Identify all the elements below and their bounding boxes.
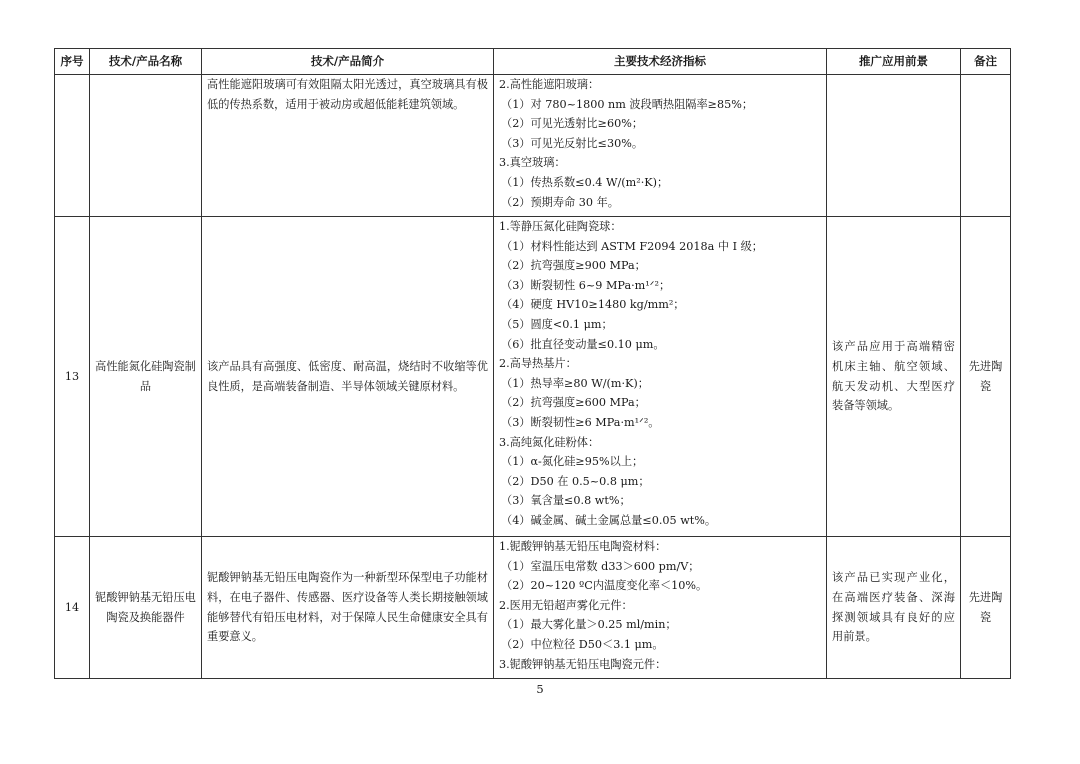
- row-application-prospect: 该产品已实现产业化，在高端医疗装备、深海探测领域具有良好的应用前景。: [827, 537, 961, 679]
- row-key-indicators: [494, 537, 827, 679]
- indicator-line: （3）断裂韧性≥6 MPa·m¹ᐟ²。: [501, 415, 660, 429]
- indicator-line: 1.铌酸钾钠基无铅压电陶瓷材料：: [499, 540, 667, 553]
- header-product-intro: 技术/产品简介: [202, 49, 494, 75]
- row-product-name: 铌酸钾钠基无铅压电陶瓷及换能器件: [90, 537, 202, 679]
- indicator-line: （2）中位粒径 D50＜3.1 μm。: [501, 637, 664, 651]
- indicator-line: （2）预期寿命 30 年。: [501, 195, 619, 209]
- header-serial-number: 序号: [55, 49, 90, 75]
- indicator-line: 3.真空玻璃：: [499, 156, 566, 170]
- table-row: [55, 537, 1011, 679]
- indicator-line: （2）抗弯强度≥600 MPa；: [501, 396, 646, 410]
- table-header-row: [55, 49, 1011, 75]
- indicator-line: （6）批直径变动量≤0.10 μm。: [501, 337, 665, 351]
- indicator-line: （1）热导率≥80 W/(m·K)；: [501, 376, 649, 390]
- indicator-line: （4）硬度 HV10≥1480 kg/mm²；: [501, 298, 685, 312]
- indicator-line: 2.高性能遮阳玻璃：: [499, 78, 600, 91]
- row-application-prospect: [827, 75, 961, 217]
- row-product-intro: 铌酸钾钠基无铅压电陶瓷作为一种新型环保型电子功能材料，在电子器件、传感器、医疗设备等人类长期接触领域能够替代有铅压电材料，对于保障人民生命健康安全具有重要意义。: [202, 537, 494, 679]
- row-key-indicators: [494, 217, 827, 537]
- row-serial-number: [55, 75, 90, 217]
- indicator-line: （2）抗弯强度≥900 MPa；: [501, 259, 646, 273]
- row-remarks: [961, 75, 1011, 217]
- indicator-line: 1.等静压氮化硅陶瓷球：: [499, 220, 622, 233]
- row-serial-number: 14: [55, 537, 90, 679]
- indicator-line: （2）D50 在 0.5~0.8 μm；: [501, 474, 650, 488]
- row-product-name: 高性能氮化硅陶瓷制品: [90, 217, 202, 537]
- page-number: 5: [536, 682, 544, 696]
- indicator-line: （1）最大雾化量＞0.25 ml/min；: [501, 618, 677, 632]
- indicator-line: （2）20~120 ºC内温度变化率＜10%。: [501, 579, 708, 593]
- row-serial-number: 13: [55, 217, 90, 537]
- indicator-line: （4）碱金属、碱土金属总量≤0.05 wt%。: [501, 513, 717, 527]
- row-remarks: 先进陶瓷: [961, 217, 1011, 537]
- indicator-line: （3）氧含量≤0.8 wt%；: [501, 494, 631, 508]
- header-key-indicators: 主要技术经济指标: [494, 49, 827, 75]
- indicator-line: （1）传热系数≤0.4 W/(m²·K)；: [501, 175, 669, 189]
- row-key-indicators: [494, 75, 827, 217]
- indicator-line: 3.高纯氮化硅粉体：: [499, 435, 600, 449]
- row-product-name: [90, 75, 202, 217]
- row-product-intro: 高性能遮阳玻璃可有效阻隔太阳光透过，真空玻璃具有极低的传热系数，适用于被动房或超低能耗建筑领域。: [202, 75, 494, 217]
- row-application-prospect: 该产品应用于高端精密机床主轴、航空领域、航天发动机、大型医疗装备等领域。: [827, 217, 961, 537]
- indicator-line: （1）材料性能达到 ASTM F2094 2018a 中 I 级；: [501, 239, 763, 253]
- indicator-line: 2.医用无铅超声雾化元件：: [499, 598, 633, 612]
- row-product-intro: 该产品具有高强度、低密度、耐高温，烧结时不收缩等优良性质，是高端装备制造、半导体领域关键原材料。: [202, 217, 494, 537]
- indicator-line: （1）室温压电常数 d33＞600 pm/V；: [501, 559, 700, 573]
- table-row: [55, 217, 1011, 537]
- indicator-line: （1）α-氮化硅≥95%以上；: [501, 455, 644, 469]
- indicator-line: 2.高导热基片：: [499, 357, 577, 371]
- indicator-line: （1）对 780~1800 nm 波段晒热阻隔率≥85%；: [501, 97, 754, 111]
- table-row: [55, 75, 1011, 217]
- header-product-name: 技术/产品名称: [90, 49, 202, 75]
- technology-catalog-table: [54, 48, 1011, 679]
- indicator-line: 3.铌酸钾钠基无铅压电陶瓷元件：: [499, 657, 667, 671]
- indicator-line: （2）可见光透射比≥60%；: [501, 117, 644, 131]
- header-remarks: 备注: [961, 49, 1011, 75]
- header-application-prospect: 推广应用前景: [827, 49, 961, 75]
- indicator-line: （3）断裂韧性 6~9 MPa·m¹ᐟ²；: [501, 278, 671, 292]
- indicator-line: （5）圆度<0.1 μm；: [501, 317, 613, 331]
- indicator-line: （3）可见光反射比≤30%。: [501, 136, 644, 150]
- row-remarks: 先进陶瓷: [961, 537, 1011, 679]
